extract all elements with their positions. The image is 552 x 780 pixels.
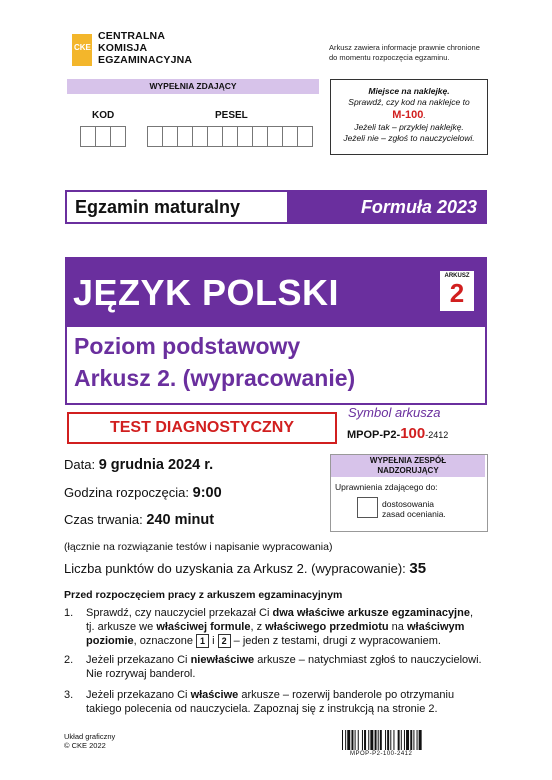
pesel-box[interactable] (267, 126, 283, 147)
supervisor-band (331, 455, 485, 477)
pesel-input-boxes[interactable] (147, 126, 312, 147)
barcode-icon (342, 730, 487, 750)
txt: arkusze – rozerwij banderole po otrzymaniu (238, 689, 455, 701)
sticker-no-text: Jeżeli nie – zgłoś to nauczycielowi. (343, 133, 475, 143)
notice-line2: do momentu rozpoczęcia egzaminu. (329, 53, 450, 62)
txt-bold: poziomie (86, 635, 134, 647)
exam-name: Egzamin maturalny (67, 192, 287, 222)
sheet-2-box-icon: 2 (218, 634, 231, 648)
pesel-box[interactable] (222, 126, 238, 147)
txt-bold: dwa właściwe arkusze egzaminacyjne (272, 607, 470, 619)
duration-value: 240 minut (146, 512, 215, 528)
txt: , oznaczone (133, 635, 197, 647)
kod-box[interactable] (110, 126, 126, 147)
pesel-box[interactable] (252, 126, 268, 147)
pesel-box[interactable] (177, 126, 193, 147)
test-diagnostic-label: TEST DIAGNOSTYCZNY (67, 412, 337, 444)
check-line2: zasad oceniania. (382, 509, 446, 519)
pesel-box[interactable] (282, 126, 298, 147)
duration-note: (łącznie na rozwiązanie testów i napisanie wypracowania) (64, 541, 333, 553)
start-line (64, 485, 222, 501)
sheet-title: Arkusz 2. (wypracowanie) (74, 365, 356, 391)
sticker-check-text: Sprawdź, czy kod na naklejce to (348, 97, 470, 107)
sticker-code: M-100 (392, 109, 424, 121)
pesel-box[interactable] (297, 126, 313, 147)
points-label: Liczba punktów do uzyskania za Arkusz 2. (wypracowanie): (64, 561, 406, 576)
txt: , z (250, 621, 266, 633)
item-number: 2. (64, 654, 74, 666)
supervisor-text: Uprawnienia zdającego do: (335, 482, 438, 492)
accommodation-label (382, 499, 446, 519)
kod-input-boxes[interactable] (80, 126, 125, 147)
duration-line (64, 512, 214, 528)
txt: tj. arkusze we (86, 621, 157, 633)
sticker-code-suffix: . (423, 110, 426, 120)
item-number: 1. (64, 607, 74, 619)
txt: na (388, 621, 407, 633)
pesel-label: PESEL (215, 110, 248, 121)
txt: Nie rozrywaj banderol. (86, 668, 196, 680)
txt: , (469, 607, 474, 619)
txt: Jeżeli przekazano Ci (86, 689, 191, 701)
date-value: 9 grudnia 2024 r. (98, 457, 214, 473)
org-line1: CENTRALNA (98, 30, 166, 42)
symbol-prefix: MPOP-P2- (347, 429, 401, 441)
txt: takiego polecenia od nauczyciela. Zapoznaj się z instrukcją na stronie 2. (86, 703, 438, 715)
org-line2: KOMISJA (98, 42, 148, 54)
item-number: 3. (64, 689, 74, 701)
arkusz-number-box (438, 269, 476, 313)
start-value: 9:00 (192, 485, 222, 501)
date-label: Data: (64, 457, 96, 472)
instructions-heading: Przed rozpoczęciem pracy z arkuszem egzaminacyjnym (64, 589, 343, 601)
txt-bold: niewłaściwe (190, 654, 255, 666)
sticker-title: Miejsce na naklejkę. (368, 86, 450, 96)
txt: arkusze – natychmiast zgłoś to nauczycielowi. (254, 654, 482, 666)
txt: – jeden z testami, drugi z wypracowaniem. (230, 635, 441, 647)
candidate-fill-band: WYPEŁNIA ZDAJĄCY (67, 79, 319, 94)
footer-line1: Układ graficzny (64, 732, 116, 741)
kod-label: KOD (92, 110, 115, 121)
symbol-highlight: 100 (400, 425, 426, 442)
exam-formula: Formuła 2023 (287, 192, 485, 222)
barcode-number: MPOP-P2-100-2412 (350, 751, 413, 757)
date-line (64, 457, 213, 473)
sticker-area (330, 79, 488, 155)
pesel-box[interactable] (162, 126, 178, 147)
level-title: Poziom podstawowy (74, 333, 301, 359)
sheet-1-box-icon: 1 (196, 634, 209, 648)
arkusz-label: ARKUSZ (444, 273, 470, 279)
instruction-item-3 (64, 688, 484, 718)
txt-bold: właściwej formule (156, 621, 251, 633)
symbol-code (347, 425, 448, 442)
notice-line1: Arkusz zawiera informacje prawnie chronione (329, 43, 480, 52)
sticker-yes-text: Jeżeli tak – przyklej naklejkę. (354, 122, 464, 132)
txt: i (209, 635, 218, 647)
txt: Jeżeli przekazano Ci (86, 654, 191, 666)
kod-box[interactable] (95, 126, 111, 147)
symbol-label: Symbol arkusza (348, 405, 441, 420)
organization-name (98, 30, 192, 66)
pesel-box[interactable] (207, 126, 223, 147)
cke-logo-icon (72, 34, 92, 66)
supervisor-band-line2: NADZORUJĄCY (377, 466, 439, 475)
logo-mark-text: CKE (74, 43, 91, 52)
footer (64, 732, 115, 750)
points-value: 35 (409, 560, 427, 577)
check-line1: dostosowania (382, 499, 434, 509)
txt: Sprawdź, czy nauczyciel przekazał Ci (86, 607, 273, 619)
pesel-box[interactable] (147, 126, 163, 147)
supervisor-band-line1: WYPEŁNIA ZESPÓŁ (369, 456, 447, 465)
instruction-item-1 (64, 606, 484, 650)
subject-title: JĘZYK POLSKI (73, 272, 340, 313)
footer-line2: © CKE 2022 (64, 741, 106, 750)
txt-bold: właściwym (406, 621, 465, 633)
accommodation-checkbox[interactable] (357, 497, 378, 518)
txt-bold: właściwego przedmiotu (265, 621, 389, 633)
symbol-suffix: -2412 (425, 430, 449, 440)
pesel-box[interactable] (237, 126, 253, 147)
points-line (64, 560, 426, 577)
pesel-box[interactable] (192, 126, 208, 147)
start-label: Godzina rozpoczęcia: (64, 485, 190, 500)
kod-box[interactable] (80, 126, 96, 147)
duration-label: Czas trwania: (64, 512, 143, 527)
instruction-item-2 (64, 653, 484, 683)
legal-notice (329, 43, 499, 63)
arkusz-number: 2 (449, 278, 465, 308)
org-line3: EGZAMINACYJNA (98, 54, 193, 66)
txt-bold: właściwe (190, 689, 239, 701)
